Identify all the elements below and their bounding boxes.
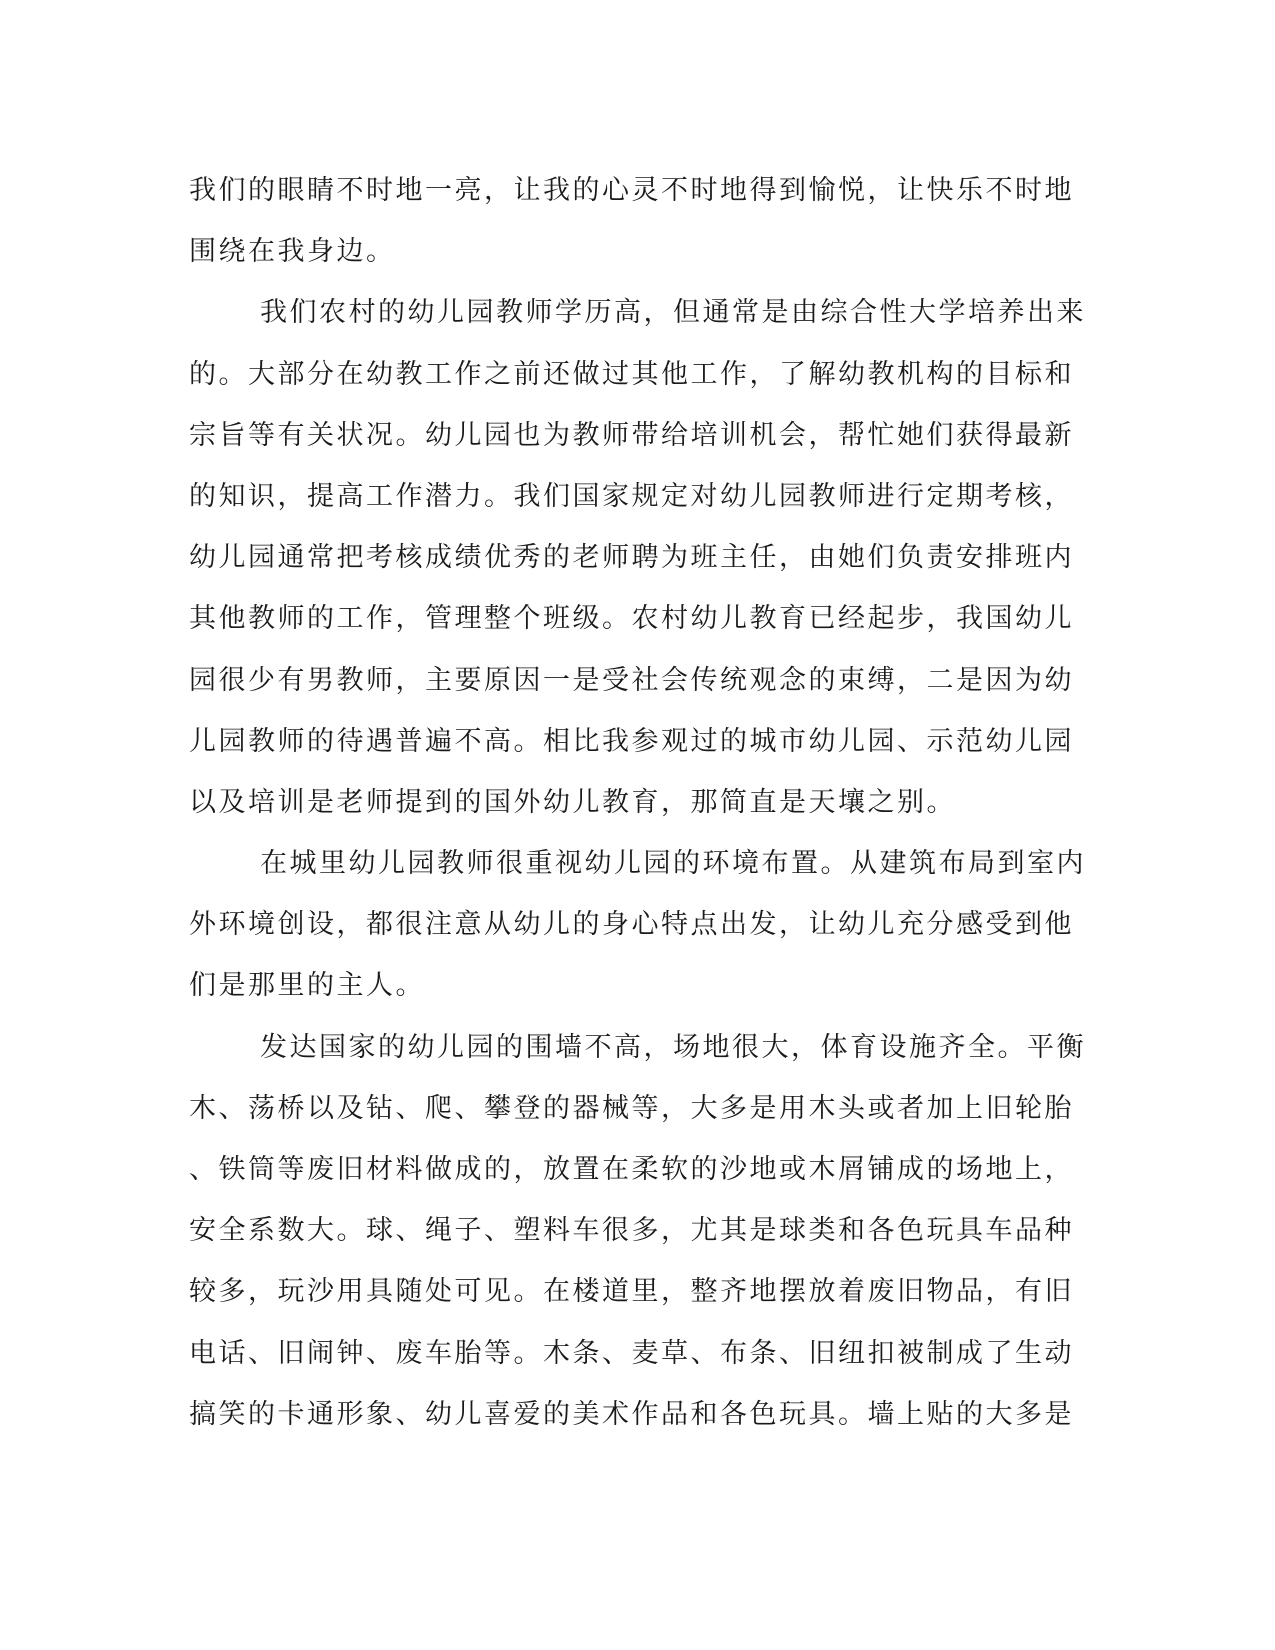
- text-line: 外环境创设，都很注意从幼儿的身心特点出发，让幼儿充分感受到他: [189, 909, 1074, 941]
- text-line: 以及培训是老师提到的国外幼儿教育，那简直是天壤之别。: [189, 786, 956, 818]
- text-line: 电话、旧闹钟、废车胎等。木条、麦草、布条、旧纽扣被制成了生动: [189, 1337, 1074, 1369]
- text-line: 宗旨等有关状况。幼儿园也为教师带给培训机会，帮忙她们获得最新: [189, 419, 1074, 451]
- text-line: 较多，玩沙用具随处可见。在楼道里，整齐地摆放着废旧物品，有旧: [189, 1276, 1074, 1308]
- body-text: [189, 160, 1086, 1445]
- text-line: 们是那里的主人。: [189, 970, 425, 1002]
- text-line: 园很少有男教师，主要原因一是受社会传统观念的束缚，二是因为幼: [189, 664, 1074, 696]
- text-line: 我们的眼睛不时地一亮，让我的心灵不时地得到愉悦，让快乐不时地: [189, 175, 1074, 206]
- paragraph-start-line: 发达国家的幼儿园的围墙不高，场地很大，体育设施齐全。平衡: [260, 1031, 1086, 1063]
- text-line: 的知识，提高工作潜力。我们国家规定对幼儿园教师进行定期考核，: [189, 480, 1074, 512]
- text-line: 的。大部分在幼教工作之前还做过其他工作，了解幼教机构的目标和: [189, 358, 1074, 390]
- text-line: 安全系数大。球、绳子、塑料车很多，尤其是球类和各色玩具车品种: [189, 1215, 1074, 1247]
- text-line: 其他教师的工作，管理整个班级。农村幼儿教育已经起步，我国幼儿: [189, 603, 1074, 635]
- text-line: 围绕在我身边。: [189, 236, 396, 268]
- paragraph-start-line: 我们农村的幼儿园教师学历高，但通常是由综合性大学培养出来: [260, 297, 1086, 329]
- text-line: 、铁筒等废旧材料做成的，放置在柔软的沙地或木屑铺成的场地上，: [189, 1154, 1074, 1185]
- text-line: 儿园教师的待遇普遍不高。相比我参观过的城市幼儿园、示范幼儿园: [189, 725, 1074, 757]
- paragraph-start-line: 在城里幼儿园教师很重视幼儿园的环境布置。从建筑布局到室内: [260, 848, 1086, 880]
- text-line: 木、荡桥以及钻、爬、攀登的器械等，大多是用木头或者加上旧轮胎: [189, 1092, 1074, 1124]
- text-line: 幼儿园通常把考核成绩优秀的老师聘为班主任，由她们负责安排班内: [189, 542, 1074, 574]
- text-line: 搞笑的卡通形象、幼儿喜爱的美术作品和各色玩具。墙上贴的大多是: [189, 1398, 1074, 1430]
